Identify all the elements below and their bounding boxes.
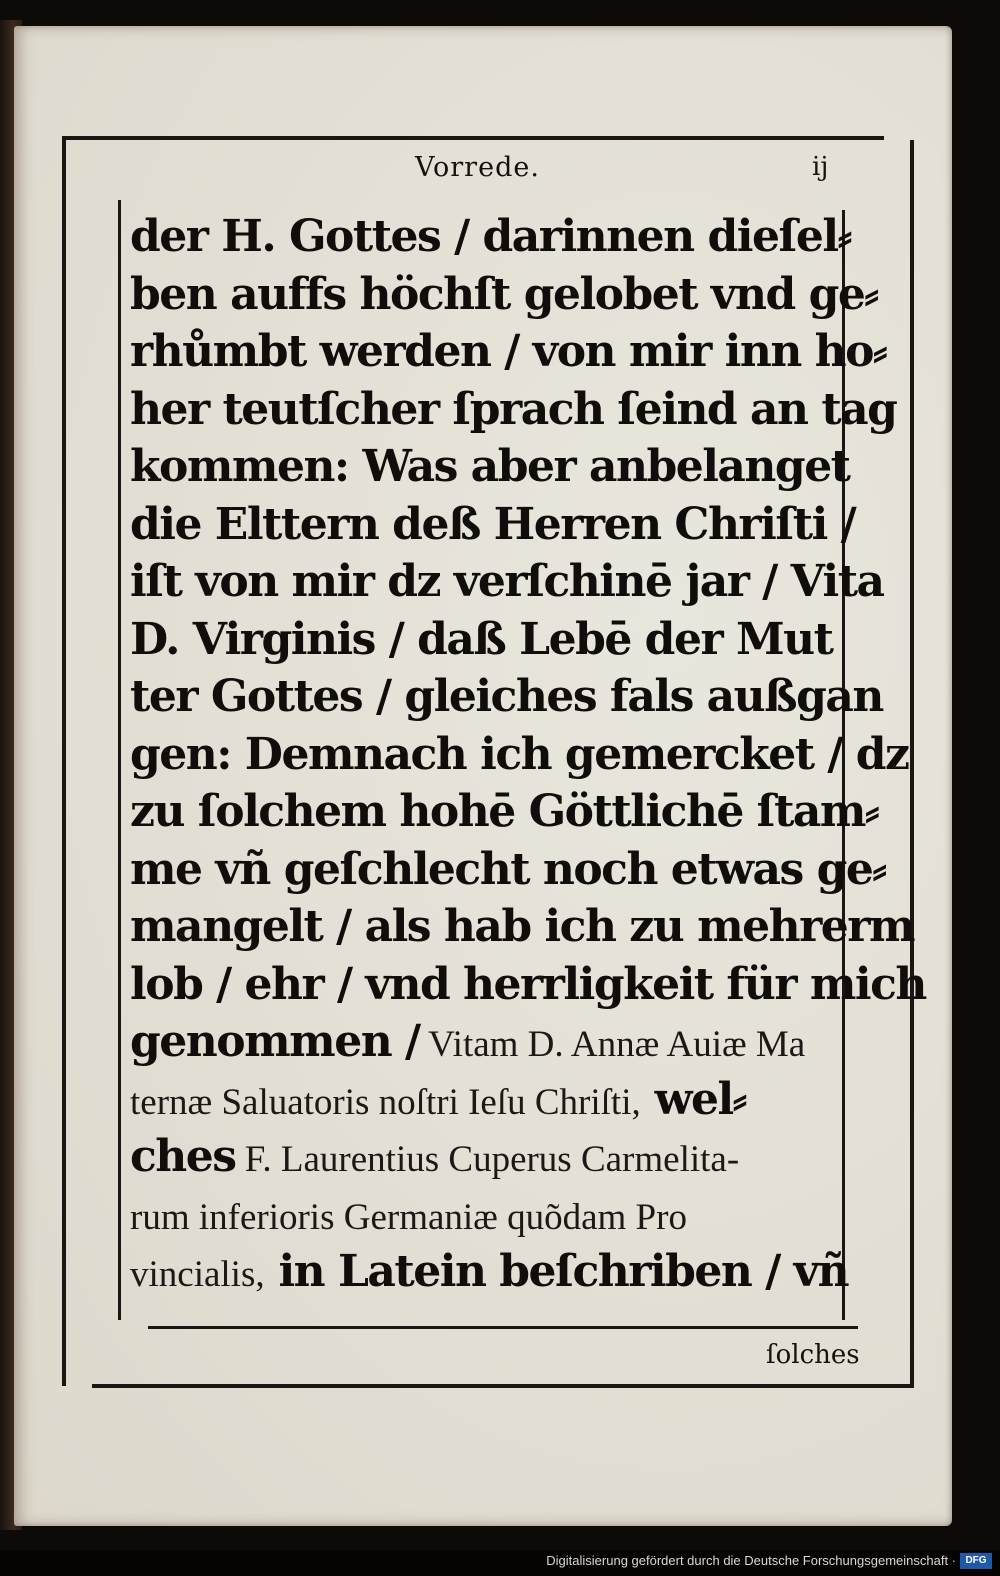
text-rule-left	[118, 200, 121, 1320]
text-line	[130, 381, 897, 439]
text-line	[130, 611, 835, 669]
latin-text: rum inferioris Germaniæ quõdam Pro	[130, 1196, 687, 1238]
line-text: her teutſcher ſprach ſeind an tag	[130, 383, 897, 435]
frame-rule-left	[62, 136, 66, 1386]
catchword: ſolches	[766, 1340, 860, 1370]
text-line	[130, 1071, 835, 1129]
fraktur-text: in Latein beſchriben / vñ	[264, 1246, 849, 1297]
text-line	[130, 438, 850, 496]
text-line	[130, 841, 886, 899]
text-line	[130, 208, 851, 266]
text-line	[130, 323, 887, 381]
fraktur-text: wel⸗	[640, 1073, 746, 1125]
line-text: D. Virginis / daß Lebē der Mut	[130, 613, 833, 665]
latin-text: vincialis,	[130, 1254, 265, 1295]
text-line	[130, 726, 909, 784]
text-line	[130, 496, 856, 554]
frame-rule-bottom	[92, 1384, 914, 1388]
frame-rule-right	[910, 140, 914, 1386]
text-line	[130, 783, 879, 841]
line-text: lob / ehr / vnd herrligkeit für mich	[130, 958, 926, 1010]
text-line	[130, 898, 915, 956]
text-line	[130, 1243, 849, 1301]
fraktur-text: genommen /	[130, 1016, 420, 1067]
text-line	[130, 668, 883, 726]
funding-credit: Digitalisierung gefördert durch die Deutsche Forschungsgemeinschaft ·	[546, 1553, 956, 1568]
latin-text: ternæ Saluatoris noſtri Ieſu Chriſti,	[130, 1081, 641, 1123]
line-text: gen: Demnach ich gemercket / dz	[130, 728, 909, 780]
line-text: ben auffs höchſt gelobet vnd ge⸗	[130, 268, 878, 320]
line-text: zu ſolchem hohē Göttlichē ſtam⸗	[130, 786, 879, 837]
latin-text: F. Laurentius Cuperus Carmelita-	[235, 1139, 740, 1180]
frame-rule-top	[62, 136, 884, 140]
line-text: der H. Gottes / darinnen dieſel⸗	[130, 211, 851, 262]
running-head: Vorrede.	[415, 152, 540, 183]
latin-text: Vitam D. Annæ Auiæ Ma	[419, 1024, 806, 1065]
line-text: kommen: Was aber anbelanget	[130, 441, 850, 492]
body-text	[130, 208, 926, 1301]
text-line	[130, 553, 884, 611]
dfg-logo: DFG	[960, 1553, 992, 1569]
text-line	[130, 1186, 835, 1244]
line-text: ter Gottes / gleiches fals außgan	[130, 671, 883, 722]
text-rule-bottom	[148, 1326, 858, 1329]
page-number: ij	[812, 152, 829, 182]
text-line	[130, 1128, 835, 1186]
fraktur-text: ches	[130, 1131, 236, 1182]
line-text: die Elttern deß Herren Chriſti /	[130, 498, 856, 550]
line-text: iſt von mir dz verſchinē jar / Vita	[130, 556, 884, 607]
text-line	[130, 1013, 835, 1071]
text-line	[130, 956, 926, 1014]
line-text: rhůmbt werden / von mir inn ho⸗	[130, 326, 887, 377]
line-text: me vñ geſchlecht noch etwas ge⸗	[130, 843, 886, 895]
text-line	[130, 266, 878, 324]
line-text: mangelt / als hab ich zu mehrerm	[130, 901, 915, 952]
